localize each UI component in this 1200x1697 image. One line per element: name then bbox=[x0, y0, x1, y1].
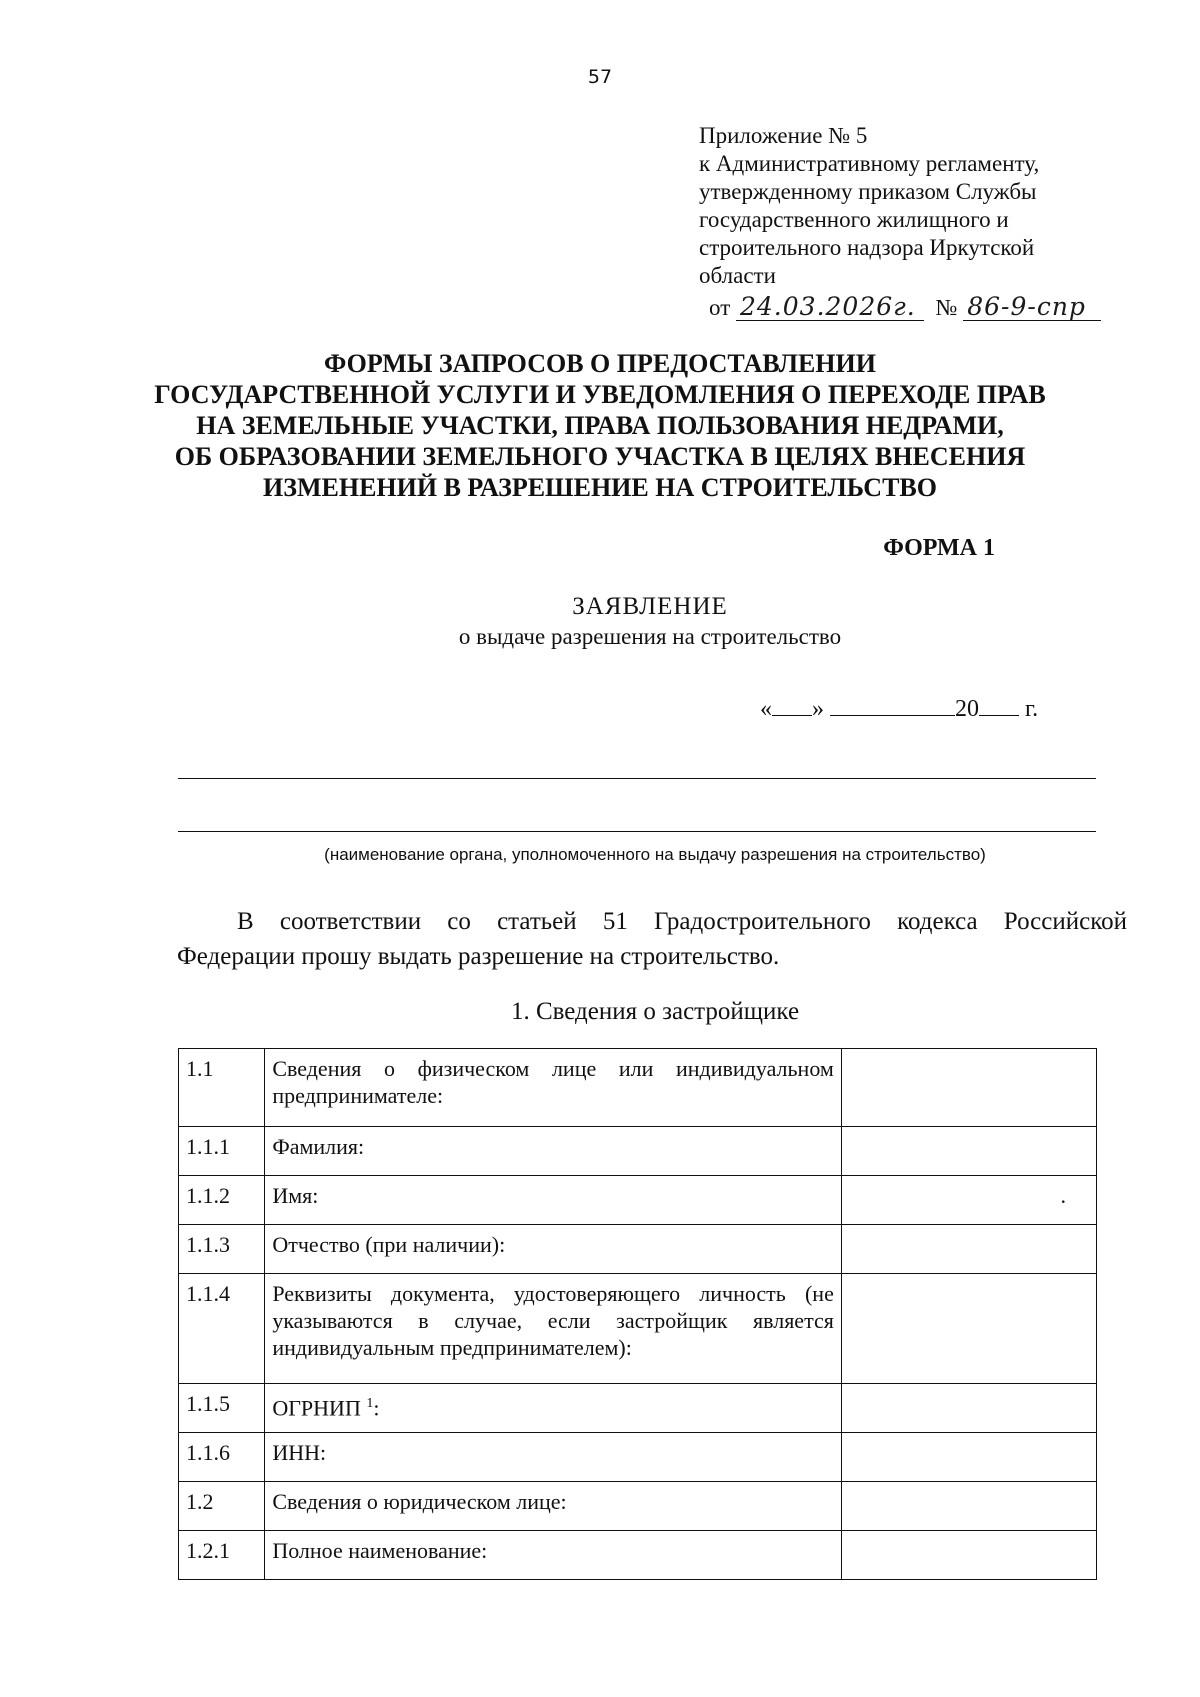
row-label: Реквизиты документа, удостоверяющего личность (не указываются в случае, если застройщик является индивидуальным предпринимателем): bbox=[265, 1274, 842, 1384]
row-number: 1.2 bbox=[179, 1482, 265, 1531]
body-word: статьей bbox=[497, 908, 577, 935]
footnote-ref: 1 bbox=[366, 1396, 374, 1411]
appendix-line: государственного жилищного и bbox=[699, 207, 1009, 232]
year-blank[interactable] bbox=[979, 693, 1019, 716]
body-word: Российской bbox=[1003, 908, 1127, 935]
appendix-line: к Административному регламенту, bbox=[699, 151, 1040, 176]
table-row bbox=[179, 1176, 1097, 1225]
heading-line: ГОСУДАРСТВЕННОЙ УСЛУГИ И УВЕДОМЛЕНИЯ О ПЕРЕХОДЕ ПРАВ bbox=[154, 380, 1046, 409]
row-number: 1.1.2 bbox=[179, 1176, 265, 1225]
row-value[interactable] bbox=[841, 1482, 1096, 1531]
row-value[interactable] bbox=[841, 1384, 1096, 1433]
day-blank[interactable] bbox=[772, 693, 812, 716]
appendix-line: области bbox=[699, 263, 776, 288]
body-word: со bbox=[447, 908, 471, 935]
row-value[interactable] bbox=[841, 1049, 1096, 1127]
appendix-line: Приложение № 5 bbox=[699, 123, 868, 148]
ogrnip-label: ОГРНИП bbox=[272, 1395, 361, 1421]
century: 20 bbox=[955, 696, 979, 722]
body-word: кодекса bbox=[897, 908, 978, 935]
body-paragraph bbox=[177, 904, 1127, 974]
number-label: № bbox=[935, 295, 958, 320]
row-label: Имя: bbox=[265, 1176, 842, 1225]
row-value[interactable] bbox=[841, 1531, 1096, 1580]
heading-line: ИЗМЕНЕНИЙ В РАЗРЕШЕНИЕ НА СТРОИТЕЛЬСТВО bbox=[263, 473, 937, 502]
month-blank[interactable] bbox=[830, 693, 955, 716]
label-colon: : bbox=[373, 1395, 380, 1421]
page-number: 57 bbox=[587, 66, 613, 88]
open-quote: « bbox=[760, 696, 772, 722]
heading-line: ОБ ОБРАЗОВАНИИ ЗЕМЕЛЬНОГО УЧАСТКА В ЦЕЛЯХ ВНЕСЕНИЯ bbox=[174, 442, 1026, 471]
heading-line: НА ЗЕМЕЛЬНЫЕ УЧАСТКИ, ПРАВА ПОЛЬЗОВАНИЯ НЕДРАМИ, bbox=[196, 411, 1004, 440]
handwritten-number: 86-9-спр bbox=[963, 294, 1101, 321]
table-row bbox=[179, 1274, 1097, 1384]
form-label: ФОРМА 1 bbox=[883, 535, 995, 561]
from-label: от bbox=[709, 295, 731, 320]
date-line bbox=[760, 693, 1100, 723]
section-title: 1. Сведения о застройщике bbox=[510, 998, 800, 1025]
row-value[interactable]: . bbox=[841, 1176, 1096, 1225]
table-row bbox=[179, 1531, 1097, 1580]
handwritten-date: 24.03.2026г. bbox=[736, 294, 924, 321]
row-value[interactable] bbox=[841, 1127, 1096, 1176]
order-date-number bbox=[709, 294, 1149, 334]
body-word: соответствии bbox=[279, 908, 422, 935]
body-word: В bbox=[237, 908, 254, 935]
body-word: 51 bbox=[602, 908, 628, 935]
table-row bbox=[179, 1127, 1097, 1176]
body-line-1 bbox=[177, 904, 1127, 939]
authority-caption: (наименование органа, уполномоченного на выдачу разрешения на строительство) bbox=[324, 845, 986, 864]
row-value[interactable] bbox=[841, 1274, 1096, 1384]
heading-line: ФОРМЫ ЗАПРОСОВ О ПРЕДОСТАВЛЕНИИ bbox=[324, 349, 876, 378]
appendix-line: утвержденному приказом Службы bbox=[699, 179, 1037, 204]
row-value[interactable] bbox=[841, 1433, 1096, 1482]
appendix-block bbox=[699, 122, 1129, 290]
row-label: Отчество (при наличии): bbox=[265, 1225, 842, 1274]
row-number: 1.2.1 bbox=[179, 1531, 265, 1580]
table-row bbox=[179, 1482, 1097, 1531]
appendix-line: строительного надзора Иркутской bbox=[699, 235, 1035, 260]
row-number: 1.1.1 bbox=[179, 1127, 265, 1176]
table-row bbox=[179, 1384, 1097, 1433]
application-title: ЗАЯВЛЕНИЕ bbox=[572, 593, 728, 620]
row-label: Полное наименование: bbox=[265, 1531, 842, 1580]
row-number: 1.1.5 bbox=[179, 1384, 265, 1433]
application-subtitle: о выдаче разрешения на строительство bbox=[458, 624, 842, 649]
row-number: 1.1.4 bbox=[179, 1274, 265, 1384]
body-word: Градостроительного bbox=[654, 908, 871, 935]
authority-line-1[interactable] bbox=[178, 778, 1096, 779]
row-label: ИНН: bbox=[265, 1433, 842, 1482]
table-row bbox=[179, 1225, 1097, 1274]
row-number: 1.1.6 bbox=[179, 1433, 265, 1482]
document-heading bbox=[150, 348, 1050, 503]
authority-line-2[interactable] bbox=[178, 831, 1096, 832]
row-label: Сведения о физическом лице или индивидуальном предпринимателе: bbox=[265, 1049, 842, 1127]
row-value[interactable] bbox=[841, 1225, 1096, 1274]
body-line-2: Федерации прошу выдать разрешение на строительство. bbox=[177, 943, 780, 970]
table-row bbox=[179, 1049, 1097, 1127]
row-label: Фамилия: bbox=[265, 1127, 842, 1176]
row-number: 1.1.3 bbox=[179, 1225, 265, 1274]
row-number: 1.1 bbox=[179, 1049, 265, 1127]
table-row bbox=[179, 1433, 1097, 1482]
row-label: Сведения о юридическом лице: bbox=[265, 1482, 842, 1531]
year-suffix: г. bbox=[1025, 696, 1039, 722]
developer-info-table bbox=[178, 1048, 1097, 1580]
close-quote: » bbox=[812, 696, 824, 722]
row-label bbox=[265, 1384, 842, 1433]
